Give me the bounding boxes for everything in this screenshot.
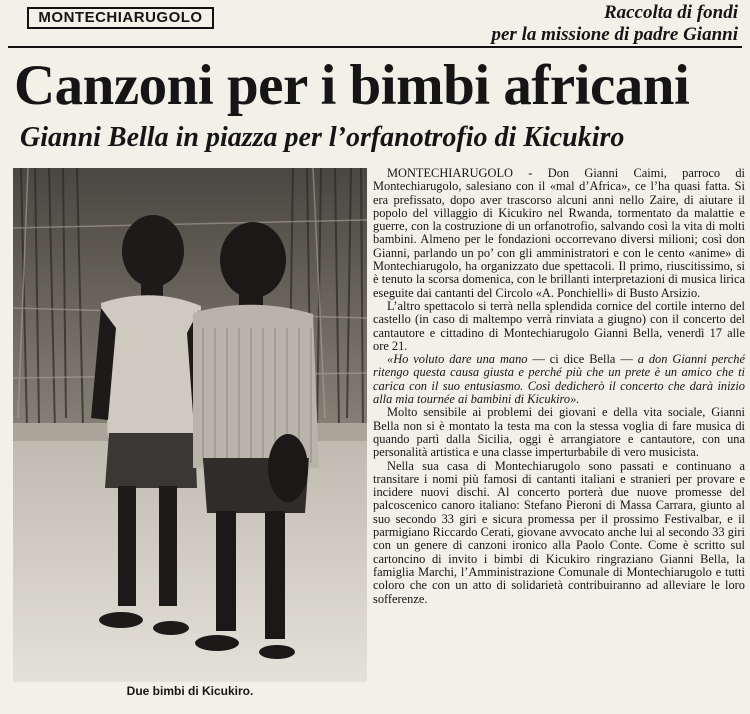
section-kicker: MONTECHIARUGOLO — [27, 7, 214, 29]
article-paragraph-2: L’altro spettacolo si terrà nella splendida cornice del cortile interno del castello (in caso di maltempo verrà rinviata a giugno) con il concerto del cantautore e cittadino di Montechiarugolo Gianni Bella, venerdì 17 alle ore 21. — [373, 298, 745, 353]
top-rule — [8, 46, 742, 48]
article-body — [373, 167, 745, 606]
quote-part-2: a don Gianni perché ritengo questa causa giusta e perché più che un prete è un amico che ti carica con il suo entusiasmo. Così dedicherò il concerto che darà inizio alla mia tournée ai bambini di Kicukiro». — [373, 352, 745, 407]
article-paragraph-4: Molto sensibile ai problemi dei giovani e della vita sociale, Gianni Bella non si è montato la testa ma con la stessa voglia di fare musica di quando partì dalla Sicilia, oggi è arrangiatore e cantautore, con una personalità artistica e una classe imperturbabile di vero musicista. — [373, 405, 745, 460]
supra-title — [378, 2, 738, 46]
quote-attribution: — ci dice Bella — — [527, 352, 638, 367]
article-paragraph-3 — [373, 353, 745, 406]
headline: Canzoni per i bimbi africani — [14, 54, 690, 117]
supra-title-line-1: Raccolta di fondi — [603, 2, 738, 23]
subheadline: Gianni Bella in piazza per l’orfanotrofio di Kicukiro — [20, 122, 625, 153]
supra-title-line-2: per la missione di padre Gianni — [491, 24, 738, 45]
quote-part-1: «Ho voluto dare una mano — [387, 352, 528, 367]
photo-illustration — [13, 168, 367, 682]
photo-two-children — [13, 168, 367, 682]
article-paragraph-1: MONTECHIARUGOLO - Don Gianni Caimi, parroco di Montechiarugolo, salesiano con il «mal d’Africa», ce l’ha quasi fatta. Si era prefissato, dopo aver trascorso alcuni anni nello Zaire, di aiutare il popolo del villaggio di Kicukiro nel Rwanda, tormentato da malattie e guerre, con la costruzione di un orfanotrofio, salvando così la vita di molti bambini. Almeno per le fondazioni occorrevano diversi milioni; così don Gianni, parlando un po’ con gli amministratori e con le cento «anime» di Montechiarugolo, ha organizzato due spettacoli. Il primo, riuscitissimo, si è tenuto la scorsa domenica, con le brillanti interpretazioni di musica lirica eseguite dai cantanti del Circolo «A. Ponchielli» di Busto Arsizio. — [373, 166, 745, 300]
article-paragraph-5: Nella sua casa di Montechiarugolo sono passati e continuano a transitare i nomi più famosi di cantanti italiani e stranieri per provare e incidere nuovi dischi. Al concerto porterà due nuove promesse del palcoscenico canoro italiano: Stefano Pieroni di Massa Carrara, giunto al suo secondo 33 giri e sicura promessa per il prossimo Festivalbar, e il parmigiano Riccardo Cerati, giovane avvocato anche lui al secondo 33 giri con un genere di canzoni ironico alla Paolo Conte. Come è scritto sul cartoncino di invito i bimbi di Kicukiro ringraziano Gianni Bella, la famiglia Marchi, l’Amministrazione Comunale di Montechiarugolo e tutti coloro che con un atto di solidarietà contribuiranno ad alleviare le loro sofferenze. — [373, 458, 745, 606]
photo-caption: Due bimbi di Kicukiro. — [126, 684, 254, 698]
